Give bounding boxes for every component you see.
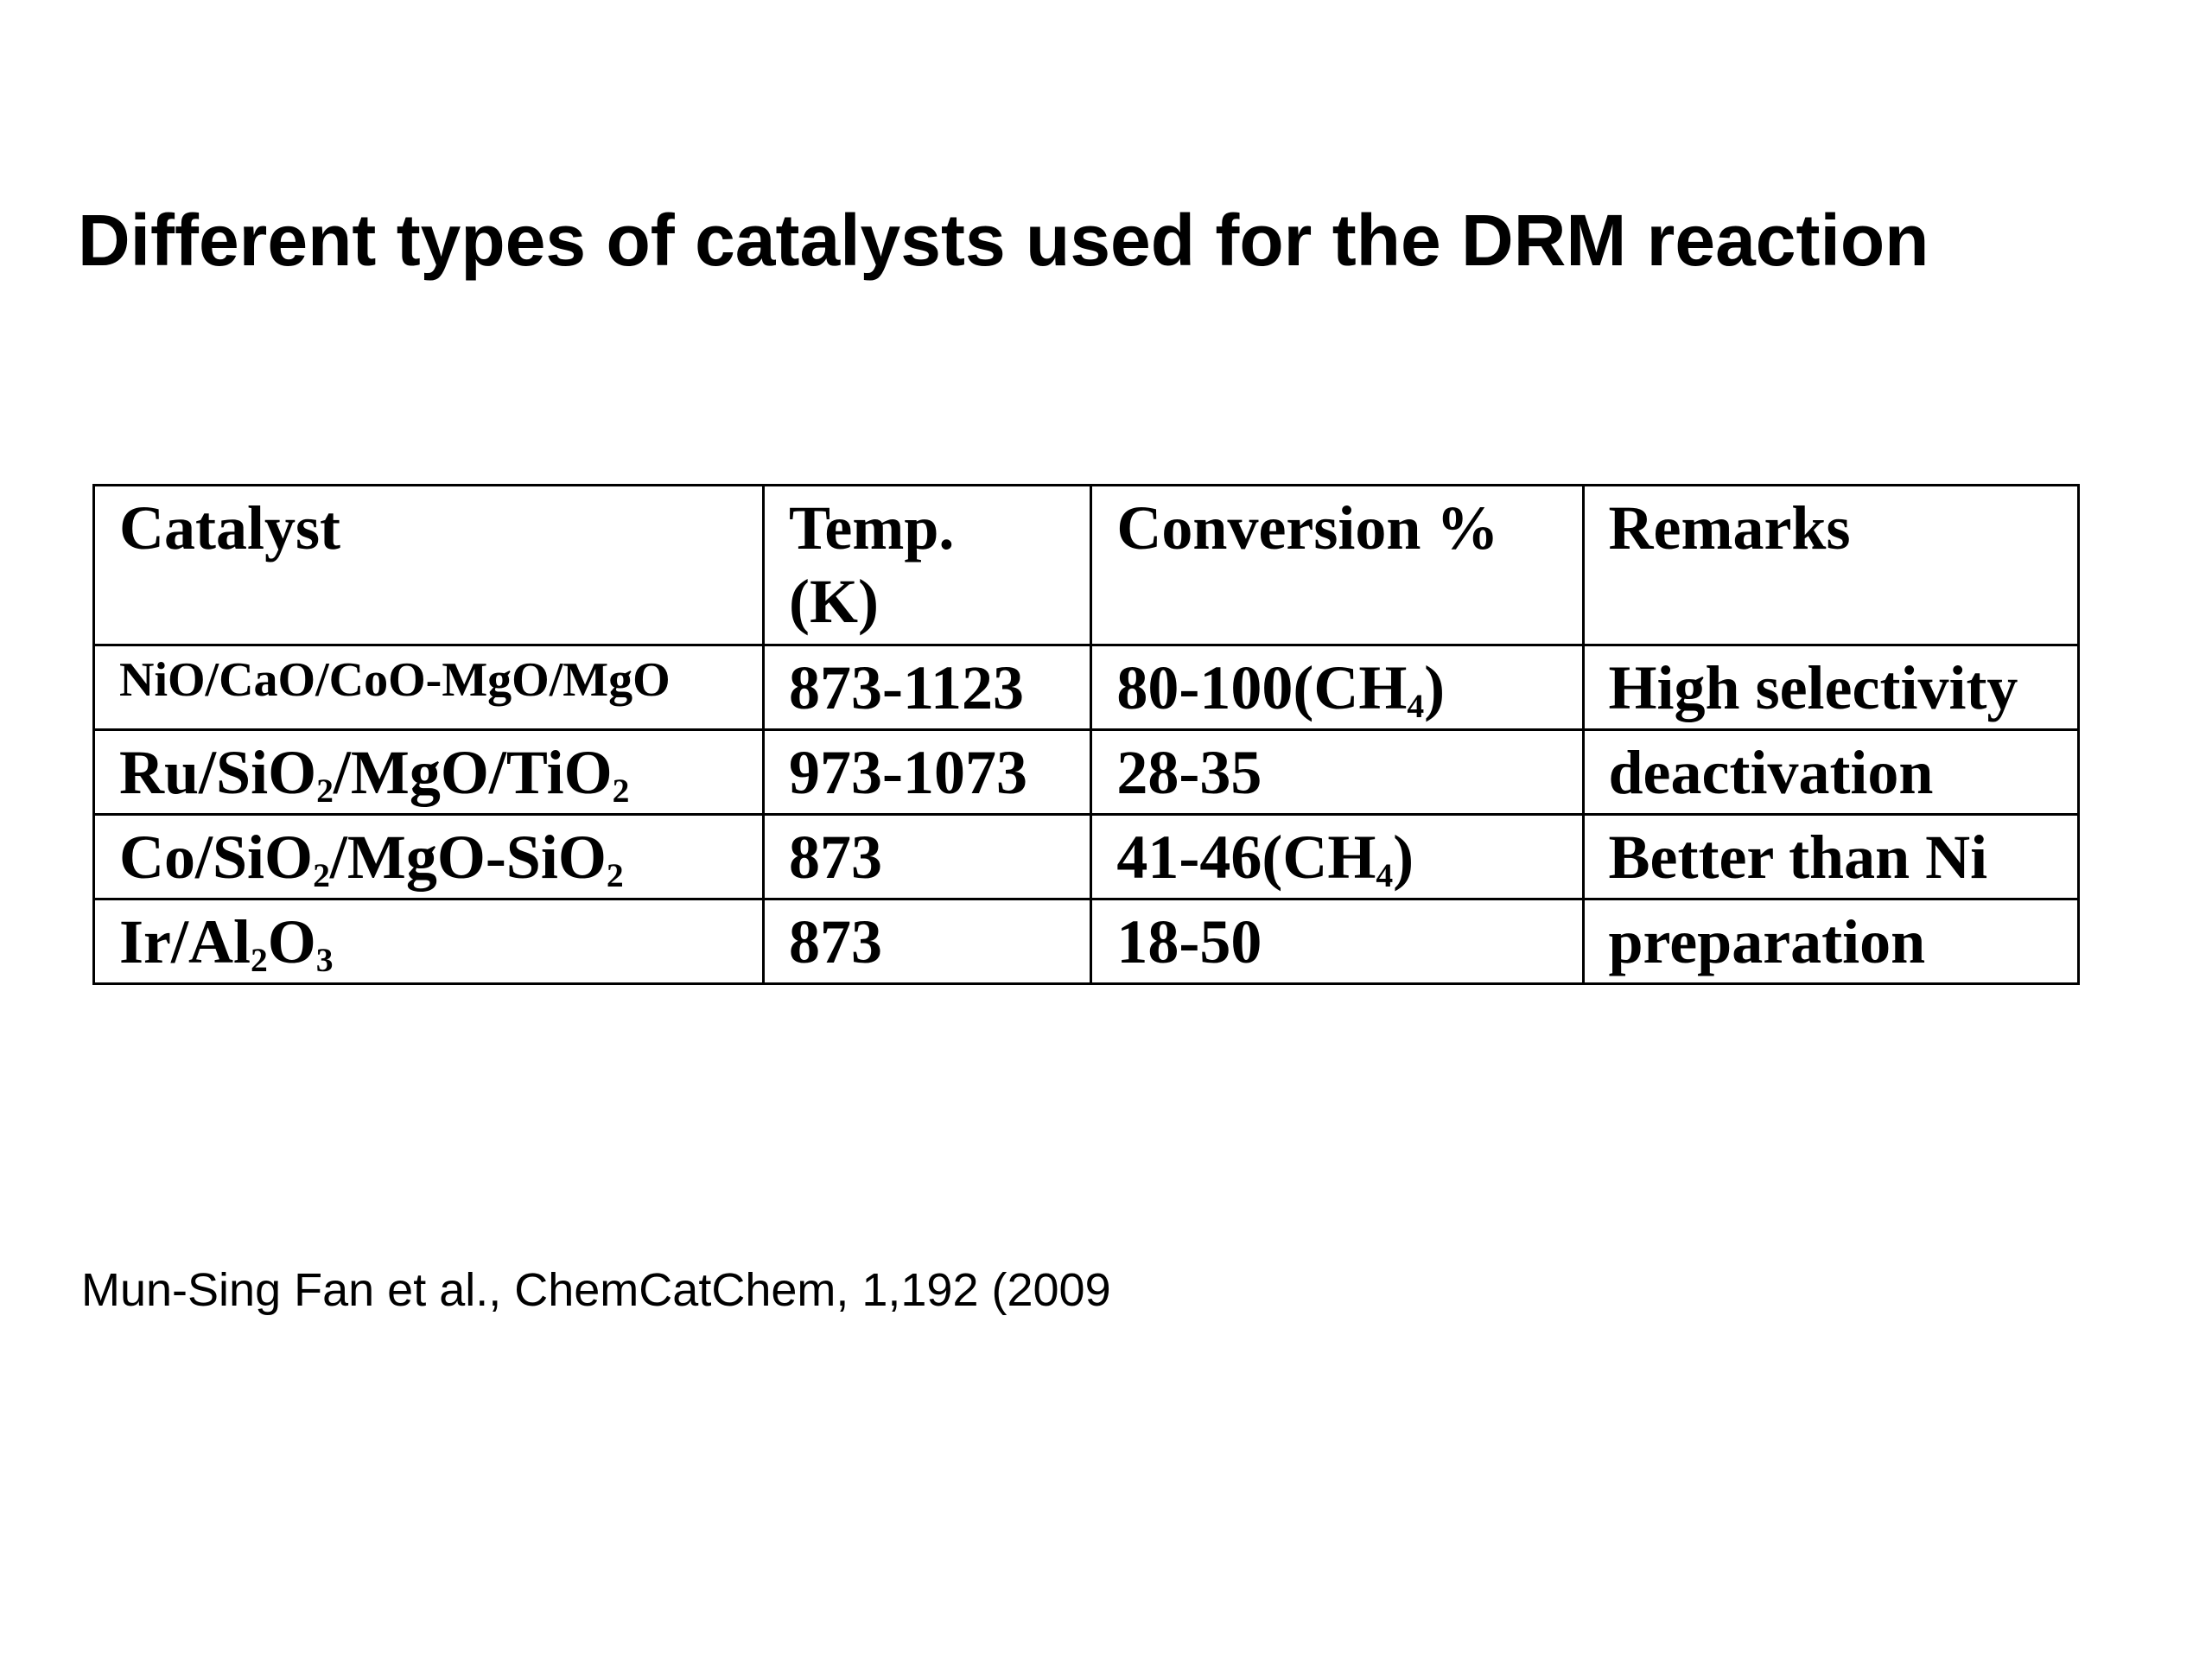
header-conversion: Conversion % [1091,486,1583,645]
table-row [94,729,2079,814]
citation: Mun-Sing Fan et al., ChemCatChem, 1,192 (2009 [81,1264,1111,1316]
slide-title: Different types of catalysts used for the DRM reaction [78,200,1929,281]
cell-conversion [1091,814,1583,899]
subscript: 2 [316,771,334,810]
cell-temp: 873-1123 [763,645,1090,730]
conversion-text: ) [1393,822,1414,892]
cell-temp: 873 [763,814,1090,899]
catalyst-text: /MgO-SiO [329,822,607,892]
cell-remarks: deactivation [1583,729,2078,814]
table-header-row [94,486,2079,645]
cell-catalyst [94,645,764,730]
catalyst-text: Co/SiO [119,822,314,892]
cell-remarks: preparation [1583,899,2078,983]
conversion-text: 18-50 [1116,906,1262,976]
cell-conversion [1091,729,1583,814]
table-row [94,814,2079,899]
header-temp [763,486,1090,645]
cell-catalyst [94,729,764,814]
subscript: 4 [1376,855,1394,894]
subscript: 2 [612,771,630,810]
cell-catalyst [94,814,764,899]
header-catalyst: Catalyst [94,486,764,645]
subscript: 2 [250,940,268,979]
subscript: 2 [606,855,624,894]
conversion-text: 41-46(CH [1116,822,1376,892]
cell-remarks: Better than Ni [1583,814,2078,899]
cell-catalyst [94,899,764,983]
conversion-text: 80-100(CH [1116,653,1408,722]
catalyst-text: NiO/CaO/CoO-MgO/MgO [119,653,671,707]
subscript: 4 [1407,686,1425,725]
conversion-text: ) [1424,653,1446,722]
table-row [94,645,2079,730]
conversion-text: 28-35 [1116,737,1262,807]
header-remarks: Remarks [1583,486,2078,645]
catalyst-text: Ir/Al [119,906,251,976]
header-temp-line1: Temp. [788,493,955,563]
cell-conversion [1091,899,1583,983]
catalyst-text: O [267,906,316,976]
cell-remarks: High selectivity [1583,645,2078,730]
catalyst-table [92,484,2080,985]
header-temp-line2: (K) [788,566,879,636]
subscript: 3 [315,940,334,979]
catalyst-text: /MgO/TiO [333,737,613,807]
catalyst-text: Ru/SiO [119,737,317,807]
cell-temp: 873 [763,899,1090,983]
subscript: 2 [313,855,330,894]
table-row [94,899,2079,983]
cell-conversion [1091,645,1583,730]
cell-temp: 973-1073 [763,729,1090,814]
